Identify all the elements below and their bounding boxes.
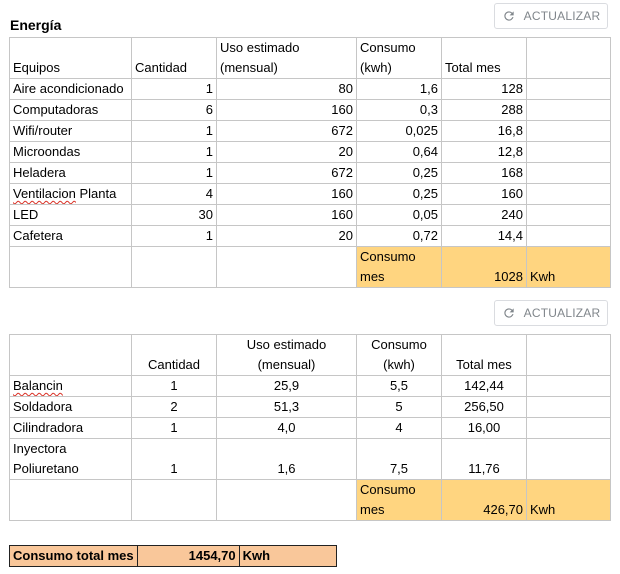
cell-cantidad[interactable]: 1 <box>132 121 217 142</box>
summary-label-line1: Consumo <box>360 249 416 264</box>
header-total[interactable]: Total mes <box>442 38 527 79</box>
summary-label-line1: Consumo <box>360 482 416 497</box>
grand-total-row <box>10 546 337 567</box>
cell-total[interactable]: 288 <box>442 100 527 121</box>
empty-cell[interactable] <box>527 79 611 100</box>
cell-cantidad[interactable]: 1 <box>132 418 217 439</box>
cell-equipo[interactable]: Soldadora <box>10 397 132 418</box>
header-uso[interactable] <box>217 335 357 376</box>
empty-cell[interactable] <box>10 335 132 376</box>
cell-equipo-line2: Poliuretano <box>13 461 79 476</box>
header-consumo[interactable] <box>357 38 442 79</box>
cell-cantidad[interactable]: 6 <box>132 100 217 121</box>
cell-total[interactable]: 142,44 <box>442 376 527 397</box>
table-row <box>10 397 611 418</box>
refresh-button-label: ACTUALIZAR <box>523 9 601 23</box>
table-row <box>10 205 611 226</box>
header-cantidad[interactable]: Cantidad <box>132 38 217 79</box>
table-header-row <box>10 335 611 376</box>
refresh-button[interactable] <box>494 300 608 326</box>
table-row <box>10 121 611 142</box>
cell-cantidad[interactable]: 1 <box>132 439 217 480</box>
cell-equipo[interactable]: Cilindradora <box>10 418 132 439</box>
grand-total-table <box>9 545 337 567</box>
cell-total[interactable]: 12,8 <box>442 142 527 163</box>
empty-cell[interactable] <box>132 480 217 521</box>
cell-equipo[interactable]: Computadoras <box>10 100 132 121</box>
refresh-icon <box>502 9 516 23</box>
cell-uso[interactable]: 672 <box>217 163 357 184</box>
header-consumo-line1: Consumo <box>360 40 416 55</box>
cell-equipo[interactable]: Cafetera <box>10 226 132 247</box>
summary-value[interactable]: 426,70 <box>442 480 527 521</box>
empty-cell[interactable] <box>527 184 611 205</box>
cell-total[interactable]: 160 <box>442 184 527 205</box>
cell-uso[interactable]: 160 <box>217 205 357 226</box>
cell-cantidad[interactable]: 1 <box>132 163 217 184</box>
summary-row <box>10 480 611 521</box>
empty-cell[interactable] <box>217 247 357 288</box>
table-row <box>10 79 611 100</box>
empty-cell[interactable] <box>527 205 611 226</box>
equipment-table <box>9 334 611 521</box>
cell-consumo[interactable]: 0,25 <box>357 184 442 205</box>
cell-consumo[interactable]: 0,3 <box>357 100 442 121</box>
table-row <box>10 100 611 121</box>
empty-cell[interactable] <box>527 335 611 376</box>
cell-consumo[interactable]: 1,6 <box>357 79 442 100</box>
cell-equipo[interactable]: Wifi/router <box>10 121 132 142</box>
cell-cantidad[interactable]: 4 <box>132 184 217 205</box>
cell-cantidad[interactable]: 30 <box>132 205 217 226</box>
header-uso-line2: (mensual) <box>257 357 316 372</box>
cell-consumo[interactable]: 5 <box>357 397 442 418</box>
summary-label[interactable] <box>357 480 442 521</box>
spellcheck-word: Ventilacion <box>13 186 76 201</box>
table-row <box>10 163 611 184</box>
cell-consumo[interactable]: 0,25 <box>357 163 442 184</box>
cell-equipo[interactable]: Heladera <box>10 163 132 184</box>
header-uso[interactable] <box>217 38 357 79</box>
summary-label-line2: mes <box>360 269 385 284</box>
empty-cell[interactable] <box>10 480 132 521</box>
cell-uso[interactable]: 4,0 <box>217 418 357 439</box>
cell-total[interactable]: 16,8 <box>442 121 527 142</box>
empty-cell[interactable] <box>527 376 611 397</box>
empty-cell[interactable] <box>527 226 611 247</box>
cell-uso[interactable]: 20 <box>217 226 357 247</box>
summary-row <box>10 247 611 288</box>
cell-total[interactable]: 14,4 <box>442 226 527 247</box>
table-row <box>10 376 611 397</box>
table-row <box>10 184 611 205</box>
cell-cantidad[interactable]: 2 <box>132 397 217 418</box>
cell-consumo[interactable]: 5,5 <box>357 376 442 397</box>
cell-uso[interactable]: 51,3 <box>217 397 357 418</box>
table-header-row <box>10 38 611 79</box>
cell-uso[interactable]: 20 <box>217 142 357 163</box>
empty-cell[interactable] <box>217 480 357 521</box>
energy-table <box>9 37 611 288</box>
cell-equipo[interactable]: Aire acondicionado <box>10 79 132 100</box>
cell-total[interactable]: 16,00 <box>442 418 527 439</box>
cell-equipo-line1: Inyectora <box>13 441 67 456</box>
cell-consumo[interactable]: 0,05 <box>357 205 442 226</box>
cell-consumo[interactable]: 0,64 <box>357 142 442 163</box>
summary-unit[interactable]: Kwh <box>527 480 611 521</box>
cell-uso[interactable]: 160 <box>217 100 357 121</box>
empty-cell[interactable] <box>527 439 611 480</box>
table-row <box>10 439 611 480</box>
refresh-button-label: ACTUALIZAR <box>523 306 601 320</box>
cell-uso[interactable]: 160 <box>217 184 357 205</box>
cell-consumo[interactable]: 0,025 <box>357 121 442 142</box>
cell-total[interactable]: 128 <box>442 79 527 100</box>
cell-cantidad[interactable]: 1 <box>132 79 217 100</box>
cell-consumo[interactable]: 7,5 <box>357 439 442 480</box>
grand-total-value[interactable]: 1454,70 <box>137 546 239 567</box>
cell-equipo-rest: Planta <box>75 186 117 201</box>
cell-total[interactable]: 256,50 <box>442 397 527 418</box>
summary-label-line2: mes <box>360 502 385 517</box>
header-cantidad[interactable]: Cantidad <box>132 335 217 376</box>
cell-total[interactable]: 11,76 <box>442 439 527 480</box>
refresh-icon <box>502 306 516 320</box>
empty-cell[interactable] <box>527 100 611 121</box>
header-uso-line2: (mensual) <box>220 60 278 75</box>
header-consumo-line2: (kwh) <box>383 357 415 372</box>
cell-cantidad[interactable]: 1 <box>132 226 217 247</box>
cell-consumo[interactable]: 4 <box>357 418 442 439</box>
empty-cell[interactable] <box>527 163 611 184</box>
cell-equipo[interactable] <box>10 376 132 397</box>
cell-cantidad[interactable]: 1 <box>132 142 217 163</box>
summary-unit[interactable]: Kwh <box>527 247 611 288</box>
header-total[interactable]: Total mes <box>442 335 527 376</box>
table-row <box>10 418 611 439</box>
grand-total-label[interactable]: Consumo total mes <box>10 546 138 567</box>
empty-cell[interactable] <box>132 247 217 288</box>
summary-label[interactable] <box>357 247 442 288</box>
cell-cantidad[interactable]: 1 <box>132 376 217 397</box>
cell-equipo[interactable] <box>10 184 132 205</box>
cell-equipo[interactable]: Microondas <box>10 142 132 163</box>
cell-uso[interactable]: 672 <box>217 121 357 142</box>
table-row <box>10 142 611 163</box>
summary-value[interactable]: 1028 <box>442 247 527 288</box>
refresh-button[interactable] <box>494 3 608 29</box>
header-equipos[interactable]: Equipos <box>10 38 132 79</box>
cell-equipo[interactable] <box>10 439 132 480</box>
empty-cell[interactable] <box>10 247 132 288</box>
cell-uso[interactable]: 1,6 <box>217 439 357 480</box>
grand-total-unit[interactable]: Kwh <box>239 546 336 567</box>
cell-equipo[interactable]: LED <box>10 205 132 226</box>
header-uso-line1: Uso estimado <box>246 337 327 352</box>
empty-cell[interactable] <box>527 397 611 418</box>
empty-cell[interactable] <box>527 38 611 79</box>
cell-total[interactable]: 240 <box>442 205 527 226</box>
spellcheck-word: Balancin <box>13 378 63 393</box>
empty-cell[interactable] <box>527 142 611 163</box>
empty-cell[interactable] <box>527 418 611 439</box>
header-uso-line1: Uso estimado <box>220 40 300 55</box>
empty-cell[interactable] <box>527 121 611 142</box>
cell-consumo[interactable]: 0,72 <box>357 226 442 247</box>
header-consumo-line2: (kwh) <box>360 60 392 75</box>
cell-total[interactable]: 168 <box>442 163 527 184</box>
header-consumo[interactable] <box>357 335 442 376</box>
cell-uso[interactable]: 25,9 <box>217 376 357 397</box>
table-row <box>10 226 611 247</box>
page-title: Energía <box>10 17 62 33</box>
cell-uso[interactable]: 80 <box>217 79 357 100</box>
header-consumo-line1: Consumo <box>371 337 427 352</box>
